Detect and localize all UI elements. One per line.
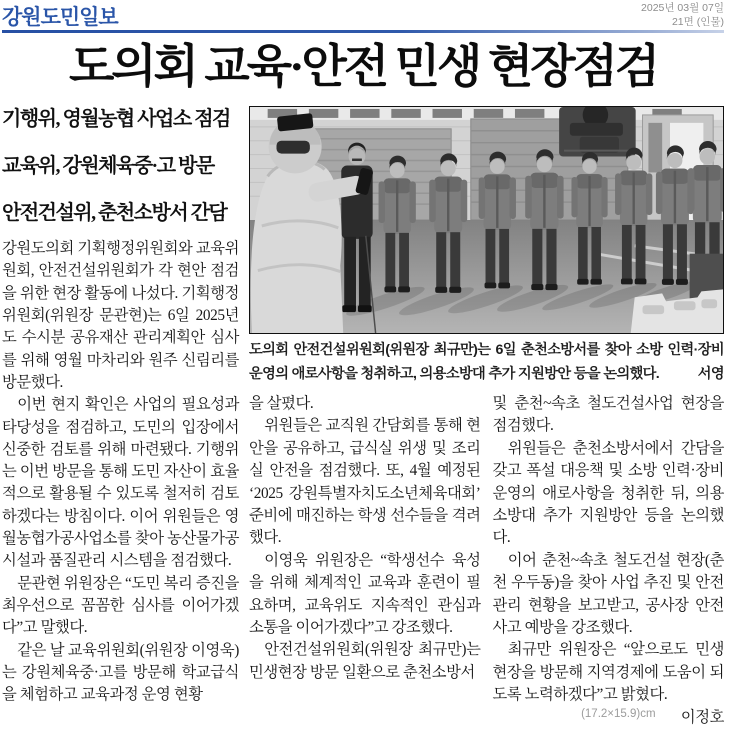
article-body xyxy=(2,106,724,729)
paragraph: 을 살폈다. xyxy=(249,395,314,413)
paragraph: 이영욱 위원장은 “학생선수 육성을 위해 체계적인 교육과 훈련이 필요하며, 교육위도 지속적인 관심과 소통을 이어가겠다”고 강조했다. xyxy=(249,551,481,637)
page-number: 21면 (인물) xyxy=(671,15,724,28)
photo-and-columns xyxy=(249,106,724,729)
subheadline-1: 기행위, 영월농협 사업소 점검 xyxy=(2,108,230,131)
text-columns xyxy=(249,393,724,729)
photo-caption xyxy=(249,339,724,386)
subheadline-2: 교육위, 강원체육중·고 방문 xyxy=(2,155,214,178)
paragraph: 같은 날 교육위원회(위원장 이영욱)는 강원체육중·고를 방문해 학교급식을 체험하고 교육과정 운영 현황 xyxy=(2,641,239,704)
paragraph: 위원들은 교직원 간담회를 통해 현안을 공유하고, 급식실 위생 및 조리실 안전을 점검했다. 또, 4월 예정된 ‘2025 강원특별자치도소년체육대회’ 준비에 매진하는 학생 선수들을 격려했다. xyxy=(249,417,481,547)
paragraph: 및 춘천~속초 철도건설사업 현장을 점검했다. xyxy=(492,395,724,435)
paragraph: 문관현 위원장은 “도민 복리 증진을 최우선으로 꼼꼼한 심사를 이어가겠다”고 말했다. xyxy=(2,574,239,637)
left-column xyxy=(2,106,239,729)
article-dimensions: (17.2×15.9)cm xyxy=(581,707,656,720)
subheadlines xyxy=(2,108,239,224)
photo-illustration xyxy=(250,107,723,333)
paragraph: 이번 현지 확인은 사업의 필요성과 타당성을 점검하고, 도민의 입장에서 신중한 검토를 위해 마련됐다. 기행위는 이번 방문을 통해 도민 자산이 효율적으로 활용될 수 있도록 철저히 검토하겠다는 방침이다. 이어 위원들은 영월농협가공사업소를 찾아 농산물가공시설과 품질관리 시스템을 점검했다. xyxy=(2,396,239,570)
masthead-divider xyxy=(2,30,724,33)
issue-info xyxy=(641,2,724,29)
paragraph: 이어 춘천~속초 철도건설 현장(춘천 우두동)을 찾아 사업 추진 및 안전관리 현황을 보고받고, 공사장 안전사고 예방을 강조했다. xyxy=(492,551,724,637)
subheadline-3: 안전건설위, 춘천소방서 간담 xyxy=(2,202,227,225)
article-headline: 도의회 교육·안전 민생 현장점검 xyxy=(68,41,658,93)
masthead-row xyxy=(2,0,724,29)
article-photo xyxy=(249,106,724,334)
issue-date: 2025년 03월 07일 xyxy=(641,2,724,14)
reporter-byline: 이정호 xyxy=(680,708,724,726)
right-column xyxy=(493,393,725,729)
middle-column xyxy=(249,393,481,729)
paragraph: 강원도의회 기획행정위원회와 교육위원회, 안전건설위원회가 각 현안 점검을 위한 현장 활동에 나섰다. 기획행정위원회(위원장 문관현)는 6일 2025년도 수시분 공유재산 관리계획안 심사를 위해 영월 마차리와 원주 신림리를 방문했다. xyxy=(2,240,239,391)
photo-caption-text: 도의회 안전건설위원회(위원장 최규만)는 6일 춘천소방서를 찾아 소방 인력·장비 운영의 애로사항을 청취하고, 의용소방대 추가 지원방안 등을 논의했다. xyxy=(249,342,724,382)
photo-credit: 서영 xyxy=(697,365,724,382)
paragraph: 위원들은 춘천소방서에서 간담을 갖고 폭설 대응책 및 소방 인력·장비 운영의 애로사항을 청취한 뒤, 의용소방대 추가 지원방안 등을 논의했다. xyxy=(492,439,724,547)
paragraph-text: 최규만 위원장은 “앞으로도 민생 현장을 방문해 지역경제에 도움이 되도록 노력하겠다”고 밝혔다. xyxy=(492,641,724,704)
paragraph: 안전건설위원회(위원장 최규만)는 민생현장 방문 일환으로 춘천소방서 xyxy=(249,641,481,681)
left-column-text xyxy=(2,238,239,706)
newspaper-logo: 강원도민일보 xyxy=(2,6,118,30)
